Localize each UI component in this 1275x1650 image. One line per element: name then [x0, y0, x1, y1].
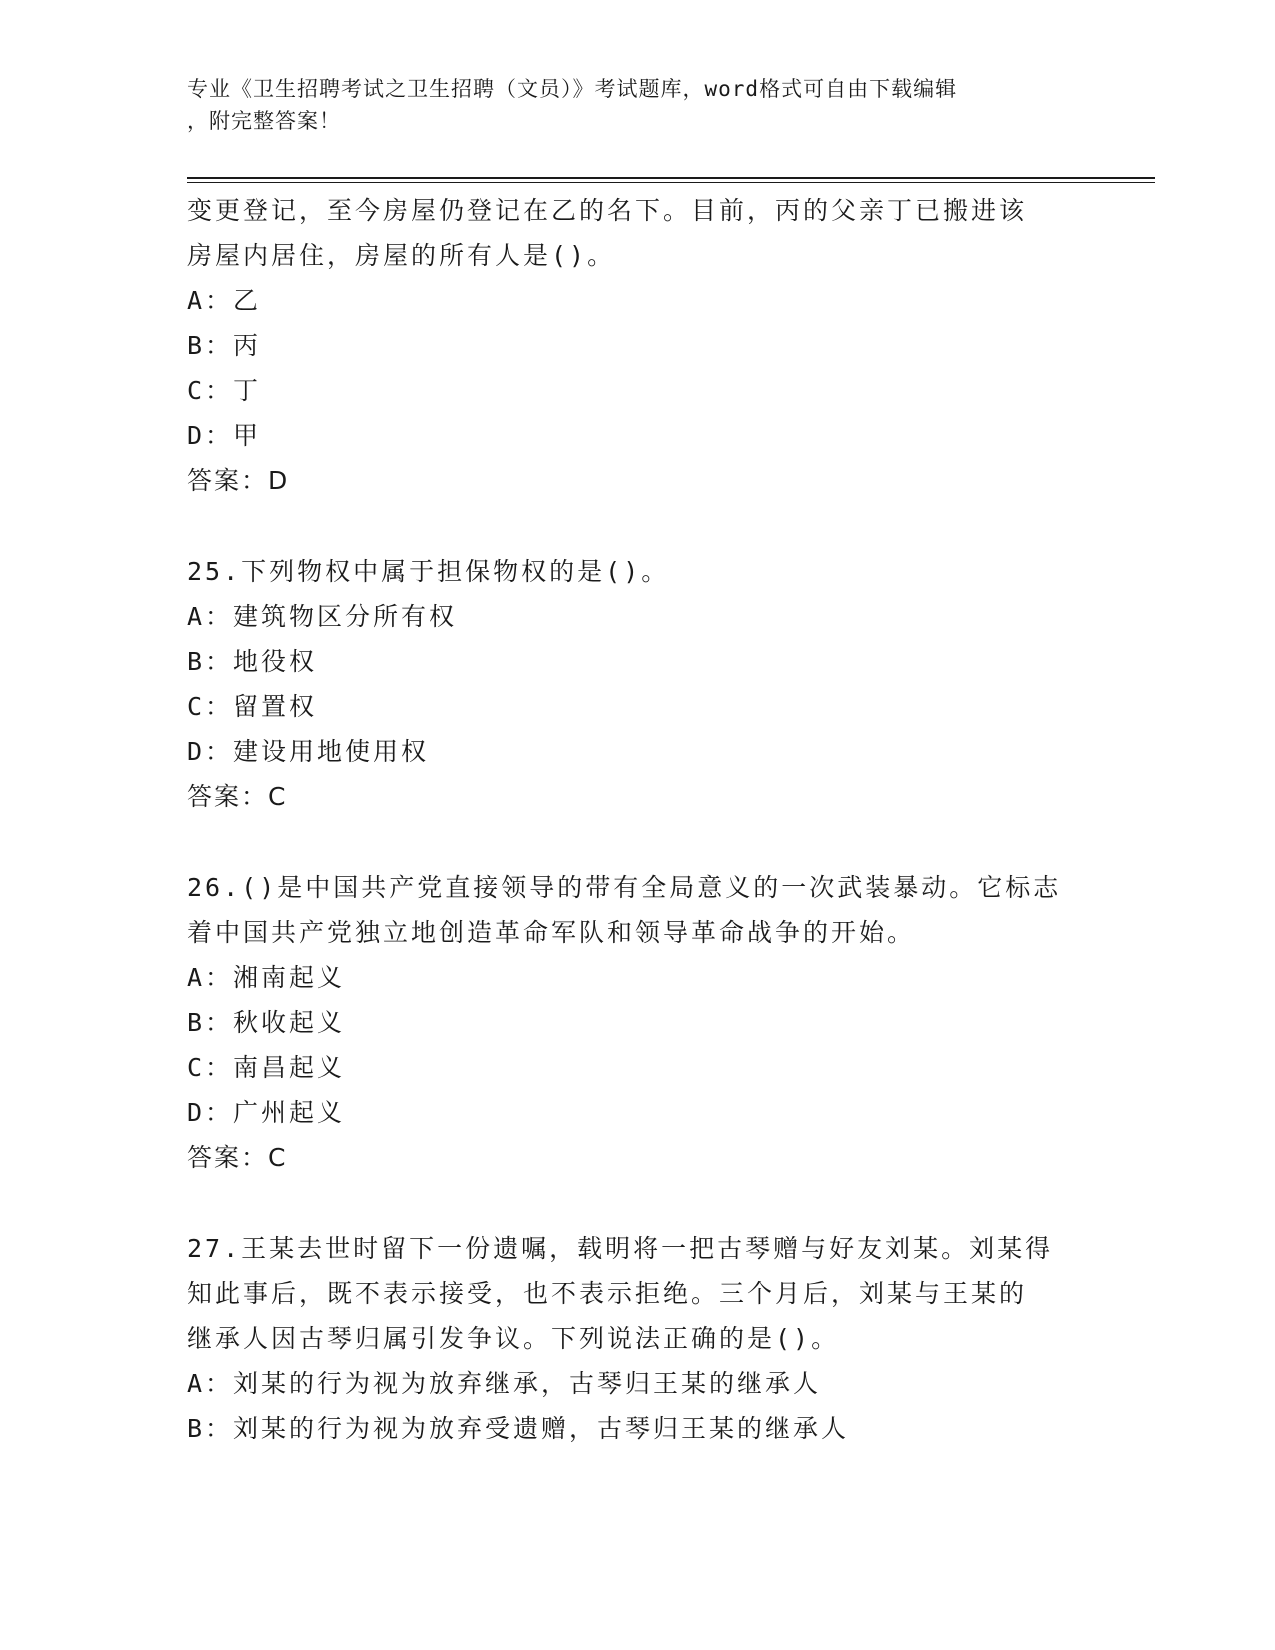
option-c: C：南昌起义 — [187, 1053, 346, 1082]
question-text-line: 变更登记，至今房屋仍登记在乙的名下。目前，丙的父亲丁已搬进该 — [187, 196, 1028, 225]
option-b: B：丙 — [187, 331, 262, 360]
question-list — [187, 188, 1087, 1451]
question-text-line: 25.下列物权中属于担保物权的是()。 — [187, 557, 670, 586]
option-c: C：丁 — [187, 376, 262, 405]
header-line-2: ，附完整答案！ — [187, 109, 341, 133]
question-text-line: 继承人因古琴归属引发争议。下列说法正确的是()。 — [187, 1324, 840, 1353]
question-spacer — [187, 819, 1087, 865]
question-text-line: 房屋内居住，房屋的所有人是()。 — [187, 241, 616, 270]
option-a: A：建筑物区分所有权 — [187, 602, 458, 631]
header-line-1: 专业《卫生招聘考试之卫生招聘（文员）》考试题库，word格式可自由下载编辑 — [187, 77, 958, 101]
header-divider-thick — [187, 177, 1155, 179]
question-spacer — [187, 1180, 1087, 1226]
answer-line: 答案：C — [187, 782, 288, 811]
option-b: B：秋收起义 — [187, 1008, 346, 1037]
question-text-line: 26.()是中国共产党直接领导的带有全局意义的一次武装暴动。它标志 — [187, 873, 1062, 902]
answer-line: 答案：D — [187, 466, 290, 495]
question-text-line: 27.王某去世时留下一份遗嘱，载明将一把古琴赠与好友刘某。刘某得 — [187, 1234, 1054, 1263]
question-26 — [187, 865, 1087, 1180]
question-spacer — [187, 503, 1087, 549]
option-a: A：乙 — [187, 286, 262, 315]
question-text-line: 知此事后，既不表示接受，也不表示拒绝。三个月后，刘某与王某的 — [187, 1279, 1028, 1308]
answer-line: 答案：C — [187, 1143, 288, 1172]
document-header — [187, 73, 1067, 137]
option-d: D：广州起义 — [187, 1098, 346, 1127]
question-25 — [187, 549, 1087, 819]
question-text-line: 着中国共产党独立地创造革命军队和领导革命战争的开始。 — [187, 918, 916, 947]
option-d: D：建设用地使用权 — [187, 737, 430, 766]
option-b: B：刘某的行为视为放弃受遗赠，古琴归王某的继承人 — [187, 1414, 850, 1443]
question-24 — [187, 188, 1087, 503]
option-c: C：留置权 — [187, 692, 318, 721]
header-divider-thin — [187, 182, 1155, 183]
option-a: A：湘南起义 — [187, 963, 346, 992]
option-b: B：地役权 — [187, 647, 318, 676]
option-a: A：刘某的行为视为放弃继承，古琴归王某的继承人 — [187, 1369, 822, 1398]
option-d: D：甲 — [187, 421, 262, 450]
question-27 — [187, 1226, 1087, 1451]
